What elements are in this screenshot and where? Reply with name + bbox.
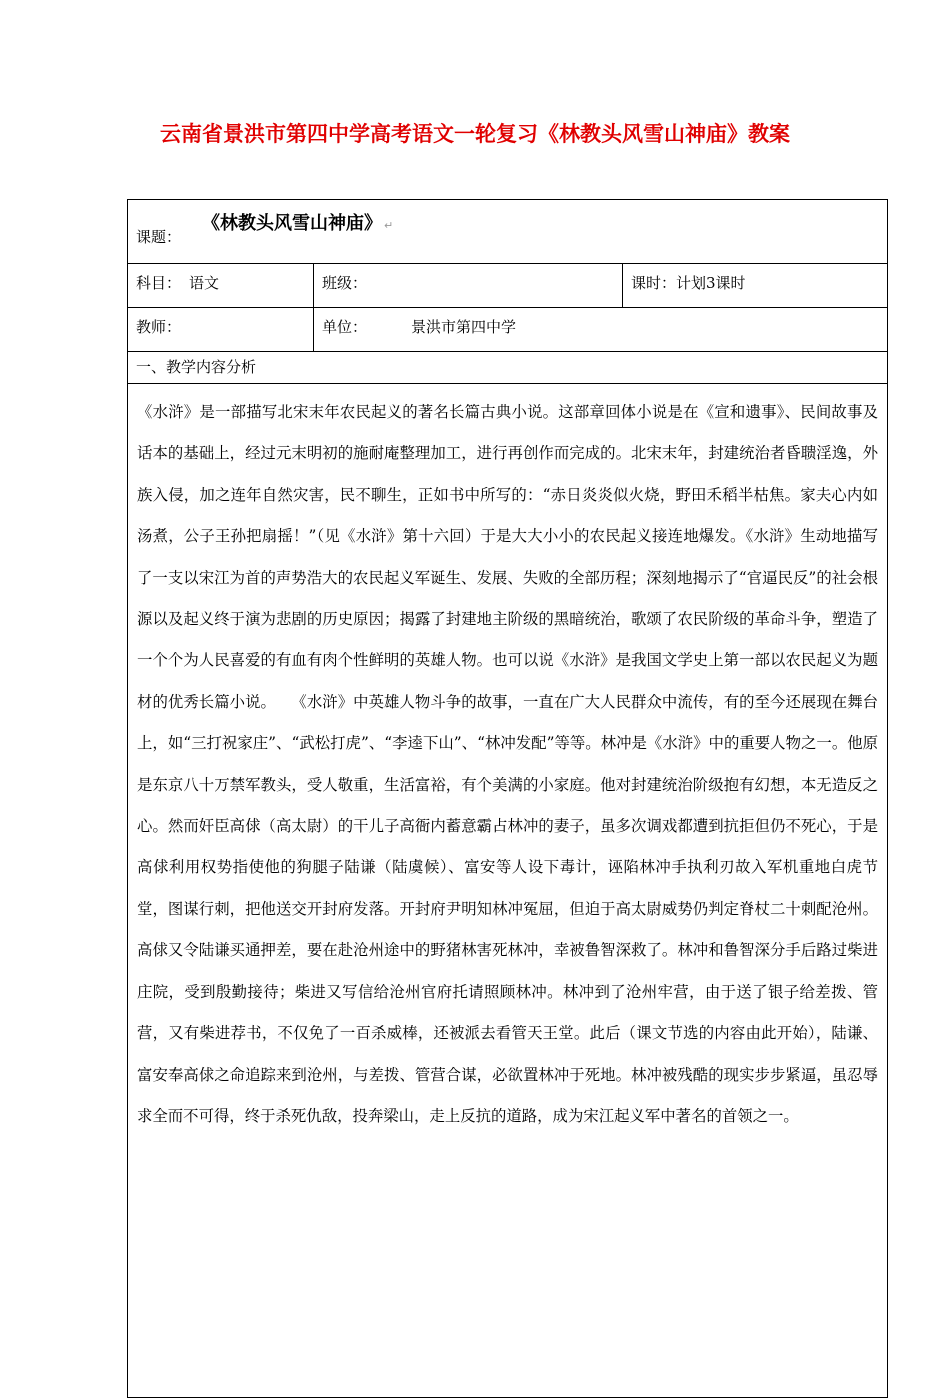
section-heading-row [128,352,888,384]
topic-cell [128,200,888,264]
analysis-cell [128,384,888,1398]
subject-label: 科目： [136,274,182,292]
subject-cell [128,264,314,308]
subject-class-hours-row [128,264,888,308]
topic-label: 课题： [136,228,182,246]
hours-cell [623,264,888,308]
document-title: 云南省景洪市第四中学高考语文一轮复习《林教头风雪山神庙》教案 [160,122,790,146]
topic-title [202,209,393,235]
unit-value: 景洪市第四中学 [411,318,517,336]
teacher-cell [128,308,314,352]
class-label: 班级： [322,274,368,292]
hours-value: 计划3课时 [676,274,746,292]
teacher-unit-row [128,308,888,352]
analysis-row [128,384,888,1398]
section-heading: 一、教学内容分析 [128,352,888,384]
subject-value: 语文 [189,274,220,292]
lesson-plan-table [127,199,888,1398]
unit-label: 单位： [322,318,368,336]
class-cell [314,264,623,308]
topic-title-text: 《林教头风雪山神庙》 [202,213,382,234]
analysis-paragraph: 《水浒》是一部描写北宋末年农民起义的著名长篇古典小说。这部章回体小说是在《宣和遗事》、民间故事及话本的基础上，经过元末明初的施耐庵整理加工，进行再创作而完成的。北宋末年，封建统治者昏聩淫逸，外族入侵，加之连年自然灾害，民不聊生，正如书中所写的：“赤日炎炎似火烧，野田禾稻半枯焦。家夫心内如汤煮，公子王孙把扇摇！”（见《水浒》第十六回）于是大大小小的农民起义接连地爆发。《水浒》生动地描写了一支以宋江为首的声势浩大的农民起义军诞生、发展、失败的全部历程；深刻地揭示了“官逼民反”的社会根源以及起义终于演为悲剧的历史原因；揭露了封建地主阶级的黑暗统治，歌颂了农民阶级的革命斗争，塑造了一个个为人民喜爱的有血有肉个性鲜明的英雄人物。也可以说《水浒》是我国文学史上第一部以农民起义为题材的优秀长篇小说。 《水浒》中英雄人物斗争的故事，一直在广大人民群众中流传，有的至今还展现在舞台上，如“三打祝家庄”、“武松打虎”、“李逵下山”、“林冲发配”等等。林冲是《水浒》中的重要人物之一。他原是东京八十万禁军教头，受人敬重，生活富裕，有个美满的小家庭。他对封建统治阶级抱有幻想，本无造反之心。然而奸臣高俅（高太尉）的干儿子高衙内蓄意霸占林冲的妻子，虽多次调戏都遭到抗拒但仍不死心，于是高俅利用权势指使他的狗腿子陆谦（陆虞候）、富安等人设下毒计，诬陷林冲手执利刃故入军机重地白虎节堂，图谋行刺，把他送交开封府发落。开封府尹明知林冲冤屈，但迫于高太尉威势仍判定脊杖二十刺配沧州。高俅又令陆谦买通押差，要在赴沧州途中的野猪林害死林冲，幸被鲁智深救了。林冲和鲁智深分手后路过柴进庄院，受到殷勤接待；柴进又写信给沧州官府托请照顾林冲。林冲到了沧州牢营，由于送了银子给差拨、管营，又有柴进荐书，不仅免了一百杀威棒，还被派去看管天王堂。此后（课文节选的内容由此开始），陆谦、富安奉高俅之命追踪来到沧州，与差拨、管营合谋，必欲置林冲于死地。林冲被残酷的现实步步紧逼，虽忍辱求全而不可得，终于杀死仇敌，投奔梁山，走上反抗的道路，成为宋江起义军中著名的首领之一。 [137,403,879,1125]
unit-cell [314,308,888,352]
teacher-label: 教师： [136,318,182,336]
paragraph-return-icon: ↵ [384,219,394,232]
hours-label: 课时： [631,274,677,292]
topic-row [128,200,888,264]
